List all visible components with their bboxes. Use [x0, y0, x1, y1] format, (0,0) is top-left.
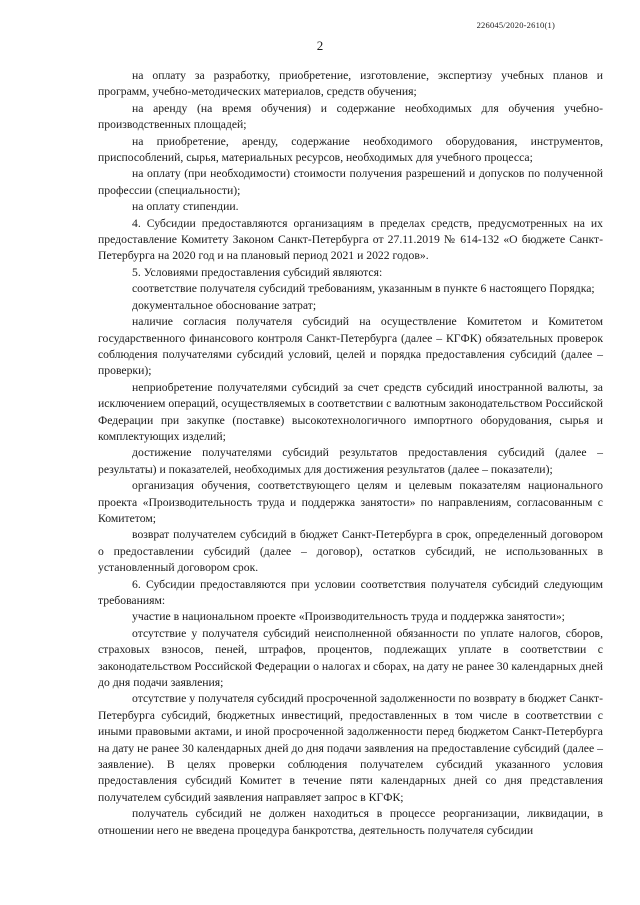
page-number: 2: [316, 38, 324, 53]
paragraph: на оплату (при необходимости) стоимости получения разрешений и допусков по полученной профессии (специальности);: [98, 167, 603, 197]
paragraph: на аренду (на время обучения) и содержание необходимых для обучения учебно-производственных площадей;: [98, 101, 603, 132]
document-id: 226045/2020-2610(1): [476, 20, 555, 30]
paragraph: на оплату стипендии.: [132, 200, 239, 214]
paragraph: получатель субсидий не должен находиться в процессе реорганизации, ликвидации, в отношении него не введена процедура банкротства, деятельность получателя субсидии: [98, 807, 603, 837]
paragraph: неприобретение получателями субсидий за счет средств субсидий иностранной валюты, за исключением операций, осуществляемых в соответствии с валютным законодательством Российской Федерации при закупке (поставке) высокотехнологичного импортного оборудования, сырья и комплектующих изделий;: [98, 380, 603, 443]
paragraph: отсутствие у получателя субсидий просроченной задолженности по возврату в бюджет Санкт-Петербурга субсидий, бюджетных инвестиций, предоставленных в том числе в соответствии с иными правовыми актами, и иной просроченной задолженности перед бюджетом Санкт-Петербурга на дату не ранее 30 календарных дней до дня подачи заявления на предоставление субсидий (далее – заявление). В целях проверки соблюдения получателем субсидий указанного условия предоставления субсидий Комитет в течение пяти календарных дней со дня представления получателем субсидий заявления направляет запрос в КГФК;: [98, 692, 603, 804]
paragraph: участие в национальном проекте «Производительность труда и поддержка занятости»;: [132, 610, 565, 624]
paragraph: достижение получателями субсидий результатов предоставления субсидий (далее – результаты) и показателей, необходимых для достижения результатов (далее – показатели);: [98, 446, 603, 476]
paragraph: возврат получателем субсидий в бюджет Санкт-Петербурга в срок, определенный договором о предоставлении субсидий (далее – договор), остатков субсидий, не использованных в установленный договором срок.: [98, 528, 603, 575]
paragraph: соответствие получателя субсидий требованиям, указанным в пункте 6 настоящего Порядка;: [132, 282, 595, 296]
paragraph: отсутствие у получателя субсидий неисполненной обязанности по уплате налогов, сборов, страховых взносов, пеней, штрафов, процентов, подлежащих уплате в соответствии с законодательством Российской Федерации о налогах и сборах, на дату не ранее 30 календарных дней до дня подачи заявления;: [98, 626, 603, 690]
paragraph: организация обучения, соответствующего целям и целевым показателям национального проекта «Производительность труда и поддержка занятости» по направлениям, согласованным с Комитетом;: [98, 479, 603, 525]
paragraph: документальное обоснование затрат;: [132, 298, 317, 312]
paragraph: на оплату за разработку, приобретение, изготовление, экспертизу учебных планов и программ, учебно-методических материалов, средств обучения;: [98, 69, 603, 99]
paragraph: 4. Субсидии предоставляются организациям в пределах средств, предусмотренных на их предоставление Комитету Законом Санкт-Петербурга от 27.11.2019 № 614-132 «О бюджете Санкт-Петербурга на 2020 год и на плановый период 2021 и 2022 годов».: [98, 216, 603, 263]
paragraph: 5. Условиями предоставления субсидий являются:: [132, 265, 383, 279]
document-body: [98, 68, 603, 839]
paragraph: на приобретение, аренду, содержание необходимого оборудования, инструментов, приспособлений, сырья, материальных ресурсов, необходимых для учебного процесса;: [98, 134, 603, 165]
paragraph: наличие согласия получателя субсидий на осуществление Комитетом и Комитетом государственного финансового контроля Санкт-Петербурга (далее – КГФК) обязательных проверок соблюдения получателями субсидий условий, целей и порядка предоставления субсидий (далее – проверки);: [98, 315, 603, 378]
paragraph: 6. Субсидии предоставляются при условии соответствия получателя субсидий следующим требованиям:: [98, 577, 603, 607]
